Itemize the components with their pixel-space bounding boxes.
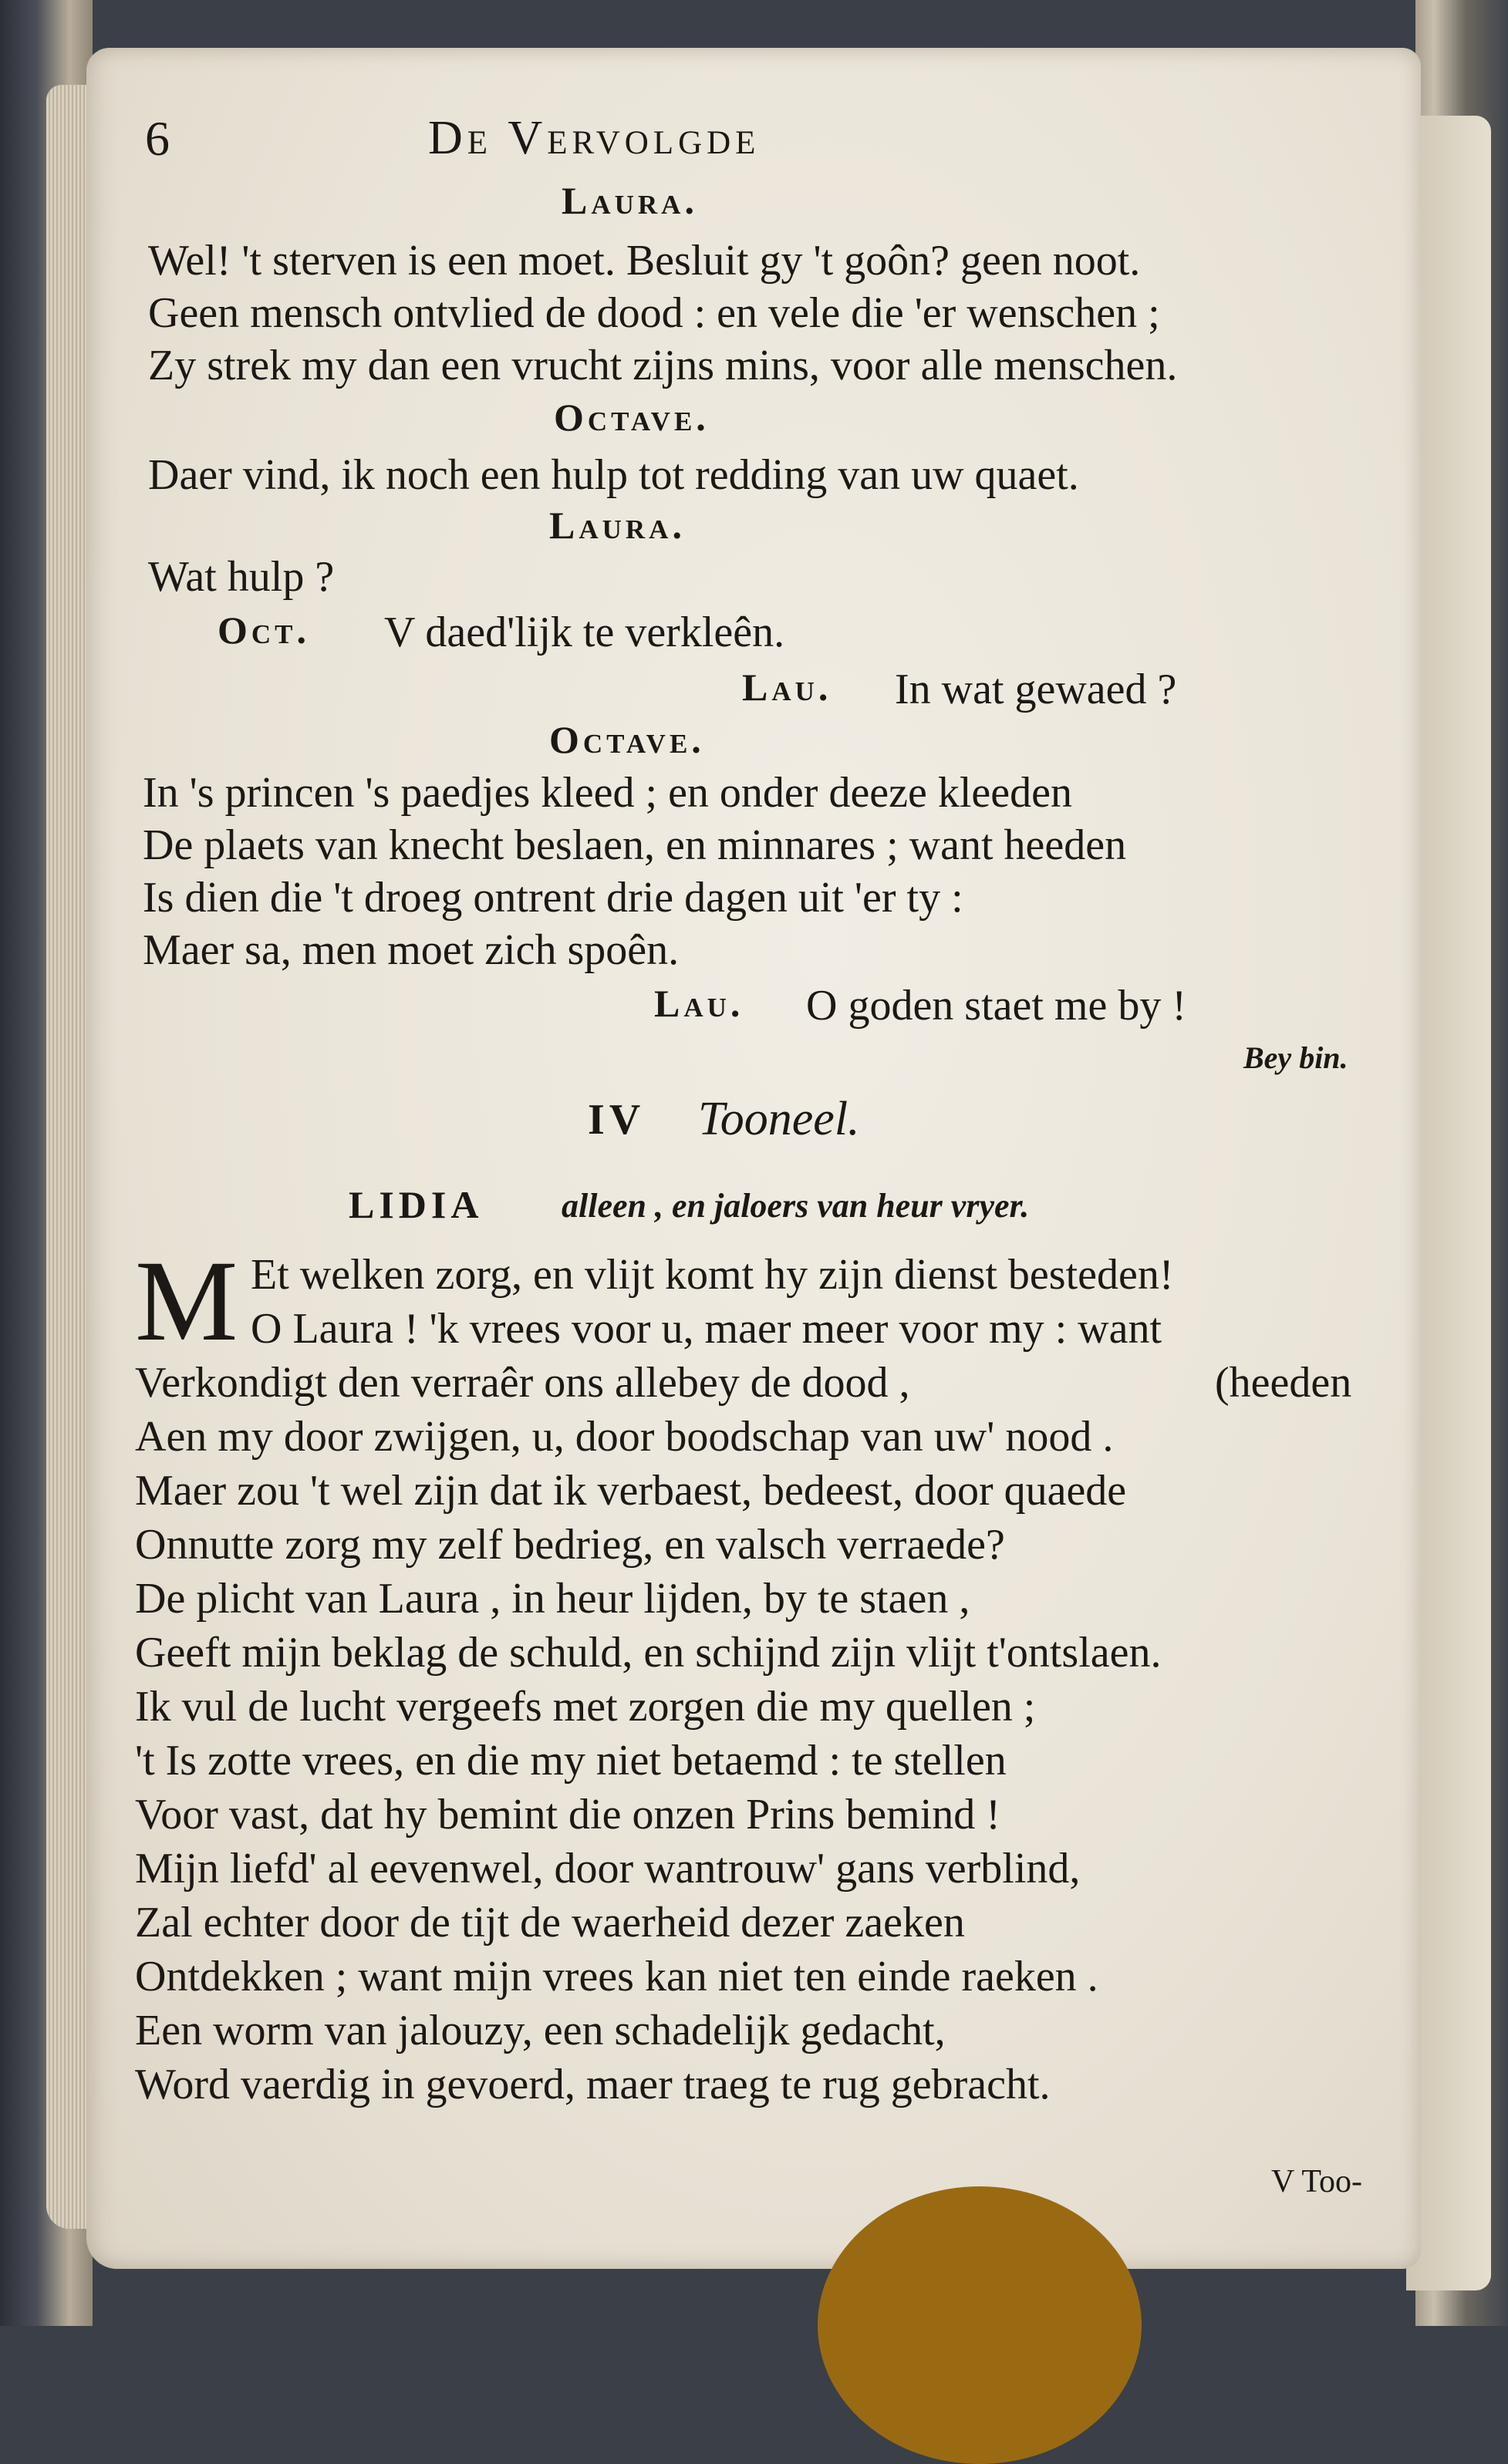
- verse-line: De plaets van knecht beslaen, en minnares ; want heeden: [143, 821, 1127, 869]
- verse-line: V daed'lijk te verkleên.: [384, 608, 785, 656]
- catchword: V Too-: [1271, 2164, 1363, 2199]
- speaker-abbrev: Lau.: [742, 666, 832, 709]
- verse-line: Mijn liefd' al eevenwel, door wantrouw' gans verblind,: [135, 1845, 1081, 1893]
- speaker-label: Laura.: [549, 504, 686, 547]
- verse-line: Zal echter door de tijt de waerheid dezer zaeken: [135, 1899, 965, 1947]
- speaker-label: Laura.: [562, 179, 698, 222]
- speaker-abbrev: Oct.: [218, 608, 311, 652]
- speaker-abbrev: Lau.: [654, 982, 744, 1025]
- verse-line: Zy strek my dan een vrucht zijns mins, voor alle menschen.: [148, 342, 1178, 389]
- verse-line: In 's princen 's paedjes kleed ; en onder deeze kleeden: [143, 769, 1072, 817]
- verse-line: 't Is zotte vrees, en die my niet betaemd : te stellen: [135, 1737, 1007, 1785]
- verse-line: (heeden: [1215, 1359, 1352, 1407]
- verse-line: Verkondigt den verraêr ons allebey de dood ,: [135, 1359, 910, 1407]
- page-number: 6: [145, 111, 170, 166]
- verse-line: Maer zou 't wel zijn dat ik verbaest, bedeest, door quaede: [135, 1467, 1127, 1515]
- verse-line: Is dien die 't droeg ontrent drie dagen uit 'er ty :: [143, 874, 963, 922]
- stage-direction: Bey bin.: [1243, 1040, 1348, 1075]
- running-title: De Vervolgde: [428, 112, 761, 164]
- verse-line: Daer vind, ik noch een hulp tot redding van uw quaet.: [148, 451, 1079, 499]
- verse-line: In wat gewaed ?: [895, 666, 1177, 713]
- speaker-label: Octave.: [549, 718, 705, 761]
- speaker-label: Octave.: [554, 396, 710, 439]
- verse-line: O goden staet me by !: [806, 982, 1186, 1030]
- verse-line: Et welken zorg, en vlijt komt hy zijn dienst besteden!: [251, 1251, 1174, 1299]
- verse-line: Voor vast, dat hy bemint die onzen Prins bemind !: [135, 1791, 1000, 1839]
- verse-line: Maer sa, men moet zich spoên.: [143, 926, 680, 974]
- verse-line: De plicht van Laura , in heur lijden, by te staen ,: [135, 1575, 970, 1623]
- overlay-stain: [818, 2186, 1142, 2464]
- verse-line: Ik vul de lucht vergeefs met zorgen die my quellen ;: [135, 1683, 1036, 1731]
- verse-line: Geeft mijn beklag de schuld, en schijnd zijn vlijt t'ontslaen.: [135, 1629, 1162, 1677]
- drop-cap: M: [135, 1237, 238, 1365]
- verse-line: Onnutte zorg my zelf bedrieg, en valsch verraede?: [135, 1521, 1005, 1569]
- scene-heading: Tooneel.: [698, 1093, 860, 1145]
- verse-line: Aen my door zwijgen, u, door boodschap van uw' nood .: [135, 1413, 1114, 1461]
- verse-line: Wel! 't sterven is een moet. Besluit gy 't goôn? geen noot.: [148, 237, 1141, 285]
- verse-line: Wat hulp ?: [148, 553, 335, 601]
- verse-line: Geen mensch ontvlied de dood : en vele die 'er wenschen ;: [148, 289, 1160, 337]
- verse-line: Een worm van jalouzy, een schadelijk gedacht,: [135, 2007, 946, 2054]
- cast-name: LIDIA: [349, 1183, 484, 1226]
- verse-line: O Laura ! 'k vrees voor u, maer meer voor my : want: [251, 1305, 1162, 1353]
- verse-line: Ontdekken ; want mijn vrees kan niet ten einde raeken .: [135, 1953, 1098, 2001]
- scene-number: IV: [588, 1096, 646, 1144]
- verse-line: Word vaerdig in gevoerd, maer traeg te rug gebracht.: [135, 2061, 1051, 2108]
- cast-note: alleen , en jaloers van heur vryer.: [562, 1187, 1030, 1225]
